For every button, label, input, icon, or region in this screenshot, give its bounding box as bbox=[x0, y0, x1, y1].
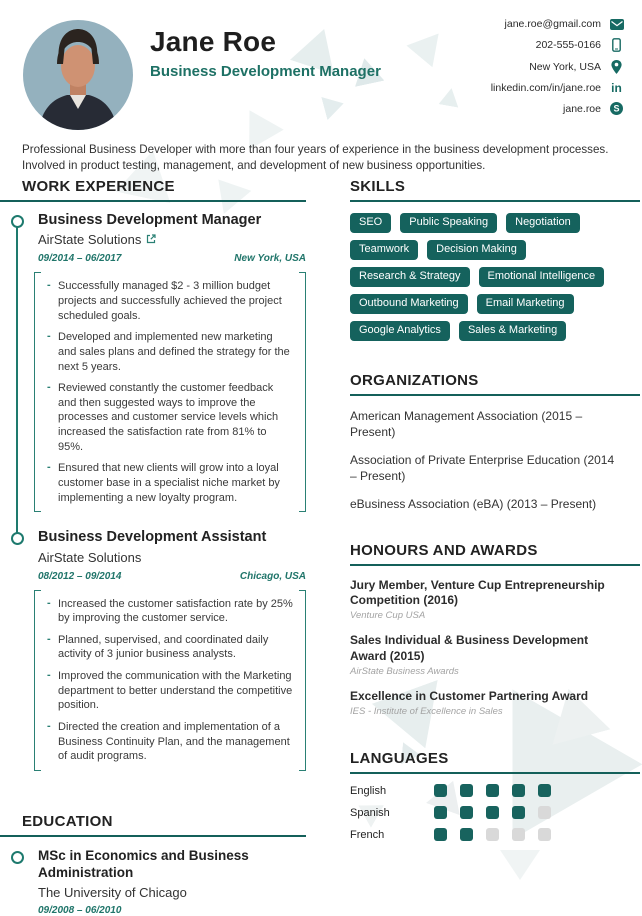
language-level-square bbox=[538, 784, 551, 797]
skill-chip: Emotional Intelligence bbox=[479, 267, 605, 287]
work-timeline bbox=[22, 212, 306, 771]
education-degree: MSc in Economics and Business Administration bbox=[38, 847, 249, 880]
honour-title: Excellence in Customer Partnering Award bbox=[350, 688, 589, 703]
section-honours-awards bbox=[350, 542, 622, 717]
organization-item: American Management Association (2015 – Present) bbox=[350, 409, 583, 439]
language-level-square bbox=[512, 828, 525, 841]
section-rule bbox=[0, 200, 306, 202]
languages-section-title: LANGUAGES bbox=[350, 750, 449, 768]
job-bullet: - Increased the customer satisfaction rate by 25% by improving the customer service. bbox=[46, 597, 294, 626]
contact-email-text: jane.roe@gmail.com bbox=[504, 18, 601, 30]
contact-skype[interactable] bbox=[563, 102, 624, 115]
job-dates: 08/2012 – 09/2014 bbox=[38, 570, 122, 582]
education-school: The University of Chicago bbox=[38, 884, 187, 900]
job-bullet: - Planned, supervised, and coordinated daily activity of 3 junior business analysts. bbox=[46, 633, 294, 662]
language-level-squares bbox=[434, 828, 551, 841]
bracket-left bbox=[34, 272, 41, 512]
contact-phone-text: 202-555-0166 bbox=[535, 39, 601, 51]
decor-triangle bbox=[500, 850, 540, 880]
contact-linkedin[interactable] bbox=[491, 82, 624, 94]
bracket-left bbox=[34, 590, 41, 771]
language-row bbox=[350, 784, 622, 797]
job-bullet-list bbox=[34, 272, 306, 512]
job-bullet: - Developed and implemented new marketing and sales plans and defined the strategy for the next 5 years. bbox=[46, 330, 294, 374]
person-title: Business Development Manager bbox=[150, 63, 381, 80]
skill-chip: Decision Making bbox=[427, 240, 526, 260]
section-work-experience bbox=[22, 178, 306, 771]
contact-location bbox=[529, 60, 624, 74]
language-row bbox=[350, 806, 622, 819]
skills-section-title: SKILLS bbox=[350, 178, 406, 195]
job-bullet: - Directed the creation and implementation of a Business Continuity Plan, and the management of audit programs. bbox=[46, 720, 294, 764]
contact-linkedin-text: linkedin.com/in/jane.roe bbox=[490, 82, 601, 94]
language-level-squares bbox=[434, 784, 551, 797]
section-rule bbox=[350, 394, 640, 396]
language-level-square bbox=[512, 784, 525, 797]
email-icon bbox=[609, 19, 624, 30]
language-name: French bbox=[350, 828, 385, 841]
skill-chip: Outbound Marketing bbox=[350, 294, 468, 314]
honours-section-title: HONOURS AND AWARDS bbox=[350, 541, 538, 559]
language-name: English bbox=[350, 784, 387, 797]
profile-photo bbox=[23, 20, 133, 130]
job-company: AirState Solutions bbox=[38, 232, 142, 248]
language-level-square bbox=[434, 828, 447, 841]
decor-triangle bbox=[321, 92, 347, 120]
job-dates: 09/2014 – 06/2017 bbox=[38, 253, 122, 265]
skill-chip: Google Analytics bbox=[350, 321, 450, 341]
contact-skype-text: jane.roe bbox=[563, 102, 601, 115]
skill-chip: Public Speaking bbox=[400, 213, 497, 233]
skill-chip: SEO bbox=[350, 213, 391, 233]
section-education bbox=[22, 813, 306, 916]
section-rule bbox=[350, 200, 640, 202]
location-icon bbox=[609, 60, 624, 74]
language-level-squares bbox=[434, 806, 551, 819]
bracket-right bbox=[299, 590, 306, 771]
section-skills bbox=[350, 178, 622, 341]
language-level-square bbox=[538, 828, 551, 841]
skype-icon bbox=[609, 102, 624, 115]
skills-chip-list bbox=[350, 213, 622, 341]
language-level-square bbox=[486, 806, 499, 819]
job-bullet-list bbox=[34, 590, 306, 771]
section-rule bbox=[350, 564, 640, 566]
job-bullet: - Reviewed constantly the customer feedback and then suggested ways to improve the processes and customer service levels which increased the satisfaction rate from 81% to 95%. bbox=[46, 381, 294, 454]
person-name: Jane Roe bbox=[150, 26, 277, 57]
bracket-right bbox=[299, 272, 306, 512]
job-bullet: - Successfully managed $2 - 3 million budget projects and successfully achieved the project scheduled goals. bbox=[46, 279, 294, 323]
section-organizations bbox=[350, 372, 622, 513]
timeline-dot bbox=[11, 215, 24, 228]
decor-triangle bbox=[406, 23, 451, 68]
timeline-dot bbox=[11, 532, 24, 545]
organizations-section-title: ORGANIZATIONS bbox=[350, 372, 479, 389]
job-bullet: - Ensured that new clients will grow into a loyal customer base in a specialist niche market by implementing a new loyalty program. bbox=[46, 461, 294, 505]
job-entry bbox=[22, 529, 306, 771]
phone-icon bbox=[609, 38, 624, 52]
svg-text:S: S bbox=[613, 103, 620, 114]
language-level-square bbox=[434, 806, 447, 819]
section-languages bbox=[350, 750, 622, 841]
job-title: Business Development Assistant bbox=[38, 529, 267, 546]
language-level-square bbox=[486, 828, 499, 841]
external-link-icon[interactable] bbox=[146, 232, 156, 247]
education-entry bbox=[22, 848, 306, 916]
profile-summary: Professional Business Developer with more than four years of experience in the business development processes. Involved in product testing, management, and development of new business opportunities. bbox=[22, 143, 609, 172]
section-rule bbox=[350, 772, 640, 774]
timeline-line bbox=[16, 227, 18, 533]
profile-photo-image bbox=[23, 20, 133, 130]
language-list bbox=[350, 784, 622, 841]
education-dates: 09/2008 – 06/2010 bbox=[38, 904, 122, 916]
honour-subtitle: Venture Cup USA bbox=[350, 610, 426, 622]
language-level-square bbox=[460, 784, 473, 797]
honour-title: Jury Member, Venture Cup Entrepreneurship Competition (2016) bbox=[350, 577, 605, 608]
job-location: New York, USA bbox=[234, 253, 306, 265]
education-section-title: EDUCATION bbox=[22, 812, 113, 830]
work-section-title: WORK EXPERIENCE bbox=[22, 178, 175, 195]
contact-phone[interactable] bbox=[536, 38, 624, 52]
honour-item bbox=[350, 578, 622, 621]
skill-chip: Teamwork bbox=[350, 240, 418, 260]
language-level-square bbox=[434, 784, 447, 797]
organization-item: eBusiness Association (eBA) (2013 – Present) bbox=[350, 497, 597, 512]
skill-chip: Sales & Marketing bbox=[459, 321, 566, 341]
job-entry bbox=[22, 212, 306, 512]
language-level-square bbox=[538, 806, 551, 819]
section-rule bbox=[0, 835, 306, 837]
job-bullet: - Improved the communication with the Marketing department to better understand the competitive position. bbox=[46, 669, 294, 713]
skill-chip: Research & Strategy bbox=[350, 267, 470, 287]
decor-triangle bbox=[439, 86, 462, 107]
skill-chip: Negotiation bbox=[506, 213, 580, 233]
language-name: Spanish bbox=[350, 806, 390, 819]
linkedin-icon: in bbox=[611, 81, 622, 95]
honour-title: Sales Individual & Business Development Award (2015) bbox=[350, 633, 589, 663]
skill-chip: Email Marketing bbox=[477, 294, 574, 314]
job-title: Business Development Manager bbox=[38, 212, 262, 228]
timeline-dot bbox=[11, 851, 24, 864]
honour-item bbox=[350, 689, 622, 717]
language-level-square bbox=[512, 806, 525, 819]
language-level-square bbox=[460, 828, 473, 841]
language-row bbox=[350, 828, 622, 841]
language-level-square bbox=[486, 784, 499, 797]
language-level-square bbox=[460, 806, 473, 819]
organization-item: Association of Private Enterprise Education (2014 – Present) bbox=[350, 453, 615, 483]
job-location: Chicago, USA bbox=[239, 570, 306, 582]
honour-item bbox=[350, 633, 622, 676]
honour-subtitle: AirState Business Awards bbox=[350, 665, 459, 677]
contact-email[interactable] bbox=[505, 18, 624, 30]
contact-location-text: New York, USA bbox=[529, 61, 601, 73]
contact-list bbox=[491, 18, 624, 115]
job-company: AirState Solutions bbox=[38, 549, 142, 565]
honour-subtitle: IES - Institute of Excellence in Sales bbox=[350, 706, 503, 718]
